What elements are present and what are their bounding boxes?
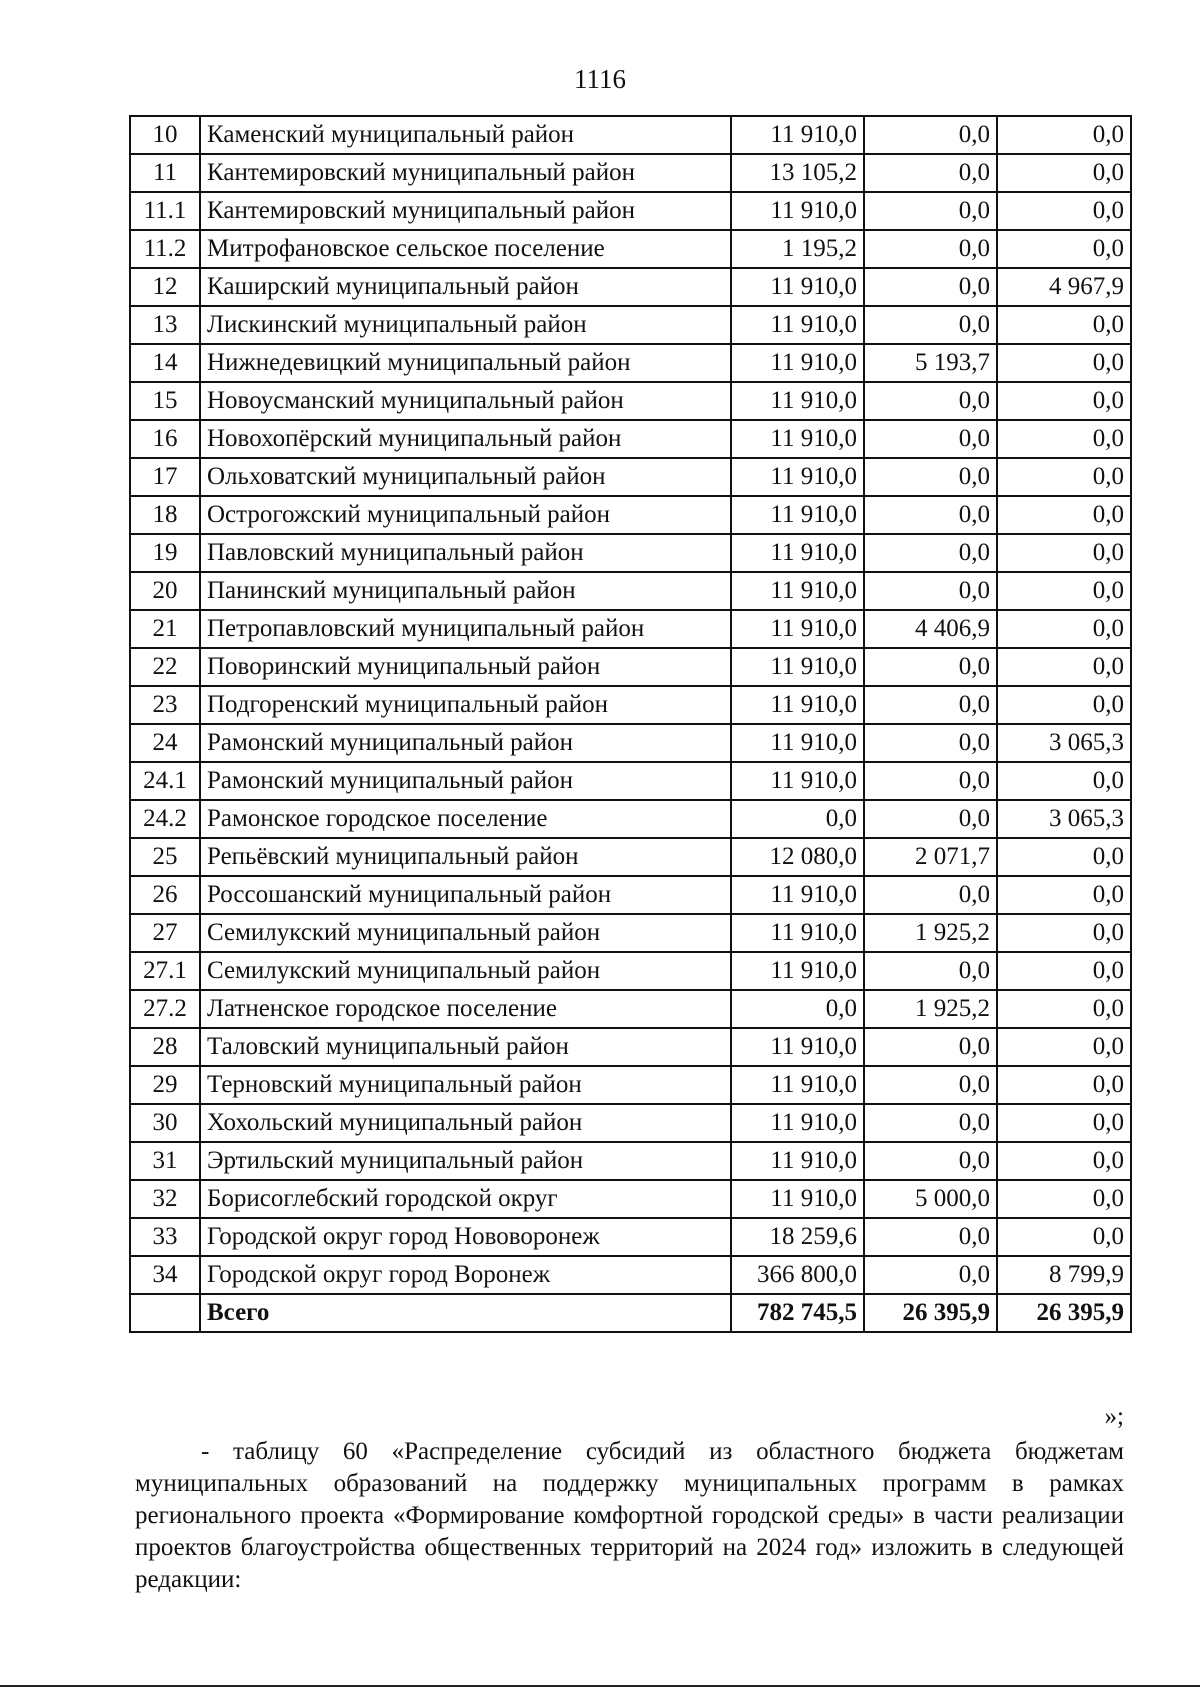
value-cell-1: 11 910,0	[731, 762, 864, 800]
row-number-cell: 32	[130, 1180, 200, 1218]
value-cell-2: 0,0	[864, 1028, 997, 1066]
value-cell-2: 0,0	[864, 534, 997, 572]
municipality-name-cell: Панинский муниципальный район	[200, 572, 731, 610]
closing-quote: »;	[1104, 1403, 1124, 1430]
municipality-name-cell: Кантемировский муниципальный район	[200, 192, 731, 230]
municipality-name-cell: Терновский муниципальный район	[200, 1066, 731, 1104]
value-cell-1: 11 910,0	[731, 876, 864, 914]
value-cell-3: 0,0	[997, 420, 1131, 458]
value-cell-3: 0,0	[997, 382, 1131, 420]
value-cell-2: 1 925,2	[864, 990, 997, 1028]
value-cell-3: 0,0	[997, 1028, 1131, 1066]
value-cell-1: 11 910,0	[731, 1104, 864, 1142]
value-cell-1: 11 910,0	[731, 572, 864, 610]
value-cell-3: 0,0	[997, 116, 1131, 154]
value-cell-2: 0,0	[864, 1218, 997, 1256]
municipality-name-cell: Поворинский муниципальный район	[200, 648, 731, 686]
value-cell-1: 11 910,0	[731, 458, 864, 496]
value-cell-1: 12 080,0	[731, 838, 864, 876]
municipality-name-cell: Рамонское городское поселение	[200, 800, 731, 838]
value-cell-2: 0,0	[864, 154, 997, 192]
value-cell-1: 18 259,6	[731, 1218, 864, 1256]
table-row	[130, 458, 1131, 496]
table-row	[130, 1256, 1131, 1294]
value-cell-3: 0,0	[997, 1218, 1131, 1256]
value-cell-3: 0,0	[997, 1142, 1131, 1180]
value-cell-1: 1 195,2	[731, 230, 864, 268]
table-row	[130, 686, 1131, 724]
subsidy-table	[129, 115, 1132, 1333]
value-cell-2: 0,0	[864, 1066, 997, 1104]
municipality-name-cell: Россошанский муниципальный район	[200, 876, 731, 914]
municipality-name-cell: Борисоглебский городской округ	[200, 1180, 731, 1218]
table-row	[130, 838, 1131, 876]
table-row	[130, 1028, 1131, 1066]
municipality-name-cell: Эртильский муниципальный район	[200, 1142, 731, 1180]
value-cell-1: 11 910,0	[731, 952, 864, 990]
table-row	[130, 268, 1131, 306]
value-cell-1: 366 800,0	[731, 1256, 864, 1294]
table-row	[130, 648, 1131, 686]
row-number-cell: 13	[130, 306, 200, 344]
value-cell-2: 0,0	[864, 116, 997, 154]
table-row	[130, 914, 1131, 952]
table-row	[130, 420, 1131, 458]
value-cell-1: 0,0	[731, 800, 864, 838]
municipality-name-cell: Всего	[200, 1294, 731, 1332]
row-number-cell: 31	[130, 1142, 200, 1180]
row-number-cell: 14	[130, 344, 200, 382]
municipality-name-cell: Хохольский муниципальный район	[200, 1104, 731, 1142]
row-number-cell: 29	[130, 1066, 200, 1104]
value-cell-2: 0,0	[864, 420, 997, 458]
value-cell-3: 0,0	[997, 762, 1131, 800]
municipality-name-cell: Репьёвский муниципальный район	[200, 838, 731, 876]
value-cell-2: 0,0	[864, 572, 997, 610]
table-row	[130, 230, 1131, 268]
value-cell-3: 3 065,3	[997, 724, 1131, 762]
value-cell-1: 11 910,0	[731, 496, 864, 534]
value-cell-1: 11 910,0	[731, 1028, 864, 1066]
table-row	[130, 1104, 1131, 1142]
municipality-name-cell: Петропавловский муниципальный район	[200, 610, 731, 648]
value-cell-1: 11 910,0	[731, 610, 864, 648]
municipality-name-cell: Новохопёрский муниципальный район	[200, 420, 731, 458]
municipality-name-cell: Рамонский муниципальный район	[200, 762, 731, 800]
row-number-cell: 26	[130, 876, 200, 914]
table-row	[130, 1180, 1131, 1218]
table-row	[130, 496, 1131, 534]
value-cell-3: 0,0	[997, 1104, 1131, 1142]
value-cell-3: 0,0	[997, 1180, 1131, 1218]
municipality-name-cell: Семилукский муниципальный район	[200, 952, 731, 990]
value-cell-1: 11 910,0	[731, 534, 864, 572]
value-cell-3: 0,0	[997, 876, 1131, 914]
value-cell-2: 0,0	[864, 496, 997, 534]
table-row	[130, 800, 1131, 838]
table-row	[130, 572, 1131, 610]
table-row	[130, 306, 1131, 344]
table-row	[130, 1066, 1131, 1104]
value-cell-1: 11 910,0	[731, 648, 864, 686]
value-cell-2: 5 000,0	[864, 1180, 997, 1218]
value-cell-2: 0,0	[864, 724, 997, 762]
value-cell-2: 0,0	[864, 1256, 997, 1294]
value-cell-3: 4 967,9	[997, 268, 1131, 306]
value-cell-2: 5 193,7	[864, 344, 997, 382]
value-cell-3: 8 799,9	[997, 1256, 1131, 1294]
row-number-cell: 19	[130, 534, 200, 572]
value-cell-3: 0,0	[997, 154, 1131, 192]
row-number-cell: 20	[130, 572, 200, 610]
table-row	[130, 1142, 1131, 1180]
row-number-cell: 11.2	[130, 230, 200, 268]
value-cell-2: 0,0	[864, 268, 997, 306]
row-number-cell: 16	[130, 420, 200, 458]
amendment-paragraph: - таблицу 60 «Распределение субсидий из областного бюджета бюджетам муниципальных образований на поддержку муниципальных программ в рамках регионального проекта «Формирование комфортной городской среды» в части реализации проектов благоустройства общественных территорий на 2024 год» изложить в следующей редакции:	[135, 1438, 1124, 1593]
value-cell-3: 3 065,3	[997, 800, 1131, 838]
value-cell-1: 11 910,0	[731, 724, 864, 762]
value-cell-2: 0,0	[864, 800, 997, 838]
value-cell-1: 11 910,0	[731, 914, 864, 952]
row-number-cell: 11.1	[130, 192, 200, 230]
row-number-cell: 17	[130, 458, 200, 496]
row-number-cell: 24.2	[130, 800, 200, 838]
table-row	[130, 952, 1131, 990]
value-cell-2: 0,0	[864, 382, 997, 420]
page-number: 1116	[574, 64, 626, 94]
row-number-cell: 18	[130, 496, 200, 534]
value-cell-1: 782 745,5	[731, 1294, 864, 1332]
value-cell-1: 11 910,0	[731, 116, 864, 154]
value-cell-3: 0,0	[997, 838, 1131, 876]
table-row	[130, 382, 1131, 420]
value-cell-2: 0,0	[864, 230, 997, 268]
table-row	[130, 344, 1131, 382]
table-row	[130, 876, 1131, 914]
municipality-name-cell: Острогожский муниципальный район	[200, 496, 731, 534]
table-row	[130, 192, 1131, 230]
municipality-name-cell: Латненское городское поселение	[200, 990, 731, 1028]
value-cell-1: 11 910,0	[731, 268, 864, 306]
table-row	[130, 534, 1131, 572]
value-cell-1: 11 910,0	[731, 344, 864, 382]
row-number-cell: 33	[130, 1218, 200, 1256]
table-row	[130, 724, 1131, 762]
row-number-cell: 11	[130, 154, 200, 192]
municipality-name-cell: Новоусманский муниципальный район	[200, 382, 731, 420]
value-cell-2: 0,0	[864, 1142, 997, 1180]
value-cell-2: 0,0	[864, 1104, 997, 1142]
value-cell-2: 0,0	[864, 876, 997, 914]
row-number-cell: 22	[130, 648, 200, 686]
value-cell-3: 0,0	[997, 914, 1131, 952]
row-number-cell: 10	[130, 116, 200, 154]
row-number-cell: 12	[130, 268, 200, 306]
value-cell-3: 0,0	[997, 534, 1131, 572]
row-number-cell: 24.1	[130, 762, 200, 800]
value-cell-1: 11 910,0	[731, 420, 864, 458]
municipality-name-cell: Нижнедевицкий муниципальный район	[200, 344, 731, 382]
municipality-name-cell: Каширский муниципальный район	[200, 268, 731, 306]
value-cell-2: 4 406,9	[864, 610, 997, 648]
municipality-name-cell: Кантемировский муниципальный район	[200, 154, 731, 192]
value-cell-2: 0,0	[864, 192, 997, 230]
municipality-name-cell: Рамонский муниципальный район	[200, 724, 731, 762]
value-cell-2: 1 925,2	[864, 914, 997, 952]
row-number-cell	[130, 1294, 200, 1332]
bottom-rule	[0, 1685, 1200, 1687]
table-row	[130, 762, 1131, 800]
municipality-name-cell: Подгоренский муниципальный район	[200, 686, 731, 724]
table-row	[130, 116, 1131, 154]
municipality-name-cell: Митрофановское сельское поселение	[200, 230, 731, 268]
value-cell-1: 11 910,0	[731, 192, 864, 230]
value-cell-2: 0,0	[864, 762, 997, 800]
value-cell-2: 2 071,7	[864, 838, 997, 876]
municipality-name-cell: Лискинский муниципальный район	[200, 306, 731, 344]
value-cell-2: 0,0	[864, 458, 997, 496]
row-number-cell: 30	[130, 1104, 200, 1142]
municipality-name-cell: Каменский муниципальный район	[200, 116, 731, 154]
value-cell-3: 0,0	[997, 610, 1131, 648]
table-row	[130, 610, 1131, 648]
row-number-cell: 15	[130, 382, 200, 420]
value-cell-2: 0,0	[864, 648, 997, 686]
table-row	[130, 154, 1131, 192]
value-cell-3: 0,0	[997, 686, 1131, 724]
value-cell-3: 0,0	[997, 458, 1131, 496]
value-cell-2: 0,0	[864, 686, 997, 724]
row-number-cell: 23	[130, 686, 200, 724]
value-cell-1: 0,0	[731, 990, 864, 1028]
municipality-name-cell: Ольховатский муниципальный район	[200, 458, 731, 496]
row-number-cell: 34	[130, 1256, 200, 1294]
value-cell-3: 0,0	[997, 572, 1131, 610]
municipality-name-cell: Таловский муниципальный район	[200, 1028, 731, 1066]
row-number-cell: 27	[130, 914, 200, 952]
value-cell-3: 0,0	[997, 192, 1131, 230]
value-cell-1: 11 910,0	[731, 1142, 864, 1180]
value-cell-3: 0,0	[997, 306, 1131, 344]
municipality-name-cell: Городской округ город Нововоронеж	[200, 1218, 731, 1256]
table-row	[130, 1218, 1131, 1256]
value-cell-1: 13 105,2	[731, 154, 864, 192]
value-cell-3: 0,0	[997, 952, 1131, 990]
total-row	[130, 1294, 1131, 1332]
value-cell-3: 0,0	[997, 230, 1131, 268]
value-cell-2: 26 395,9	[864, 1294, 997, 1332]
row-number-cell: 27.2	[130, 990, 200, 1028]
table-body	[130, 116, 1131, 1332]
value-cell-3: 0,0	[997, 648, 1131, 686]
municipality-name-cell: Семилукский муниципальный район	[200, 914, 731, 952]
value-cell-3: 0,0	[997, 344, 1131, 382]
table-row	[130, 990, 1131, 1028]
value-cell-1: 11 910,0	[731, 1066, 864, 1104]
value-cell-3: 26 395,9	[997, 1294, 1131, 1332]
value-cell-3: 0,0	[997, 990, 1131, 1028]
value-cell-1: 11 910,0	[731, 306, 864, 344]
value-cell-1: 11 910,0	[731, 686, 864, 724]
row-number-cell: 27.1	[130, 952, 200, 990]
value-cell-1: 11 910,0	[731, 1180, 864, 1218]
row-number-cell: 25	[130, 838, 200, 876]
row-number-cell: 21	[130, 610, 200, 648]
municipality-name-cell: Городской округ город Воронеж	[200, 1256, 731, 1294]
value-cell-1: 11 910,0	[731, 382, 864, 420]
value-cell-3: 0,0	[997, 1066, 1131, 1104]
value-cell-3: 0,0	[997, 496, 1131, 534]
value-cell-2: 0,0	[864, 952, 997, 990]
row-number-cell: 24	[130, 724, 200, 762]
municipality-name-cell: Павловский муниципальный район	[200, 534, 731, 572]
value-cell-2: 0,0	[864, 306, 997, 344]
row-number-cell: 28	[130, 1028, 200, 1066]
